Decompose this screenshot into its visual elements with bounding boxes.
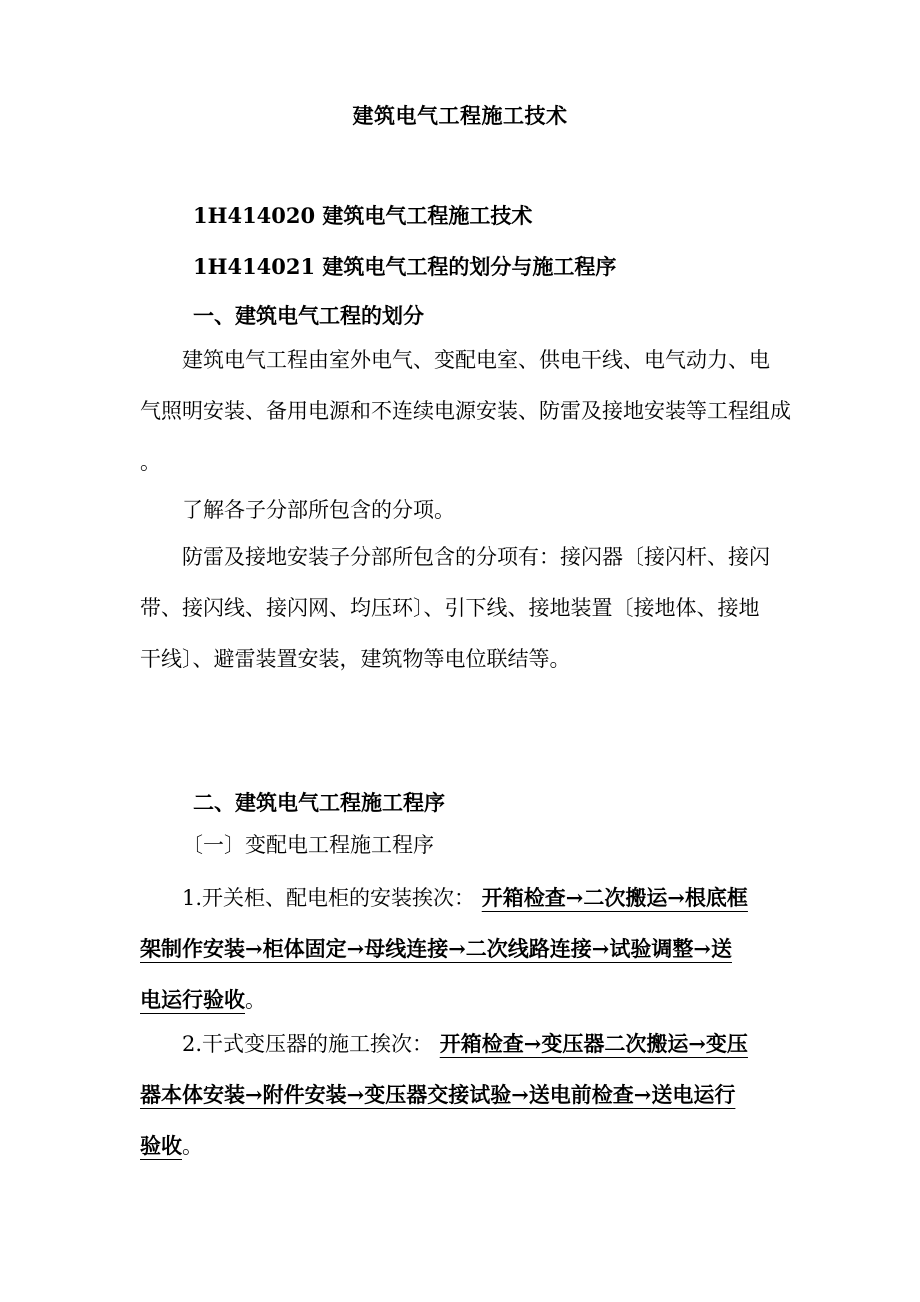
text-line bbox=[140, 872, 790, 923]
item-1-sequence-part-2: 架制作安装→柜体固定→母线连接→二次线路连接→试验调整→送 bbox=[140, 936, 732, 961]
item-1-sequence-part-3: 电运行验收 bbox=[140, 987, 245, 1012]
section-1-paragraph-1 bbox=[140, 335, 790, 488]
item-2-sequence-part-2: 器本体安装→附件安装→变压器交接试验→送电前检查→送电运行 bbox=[140, 1082, 736, 1107]
document-title: 建筑电气工程施工技术 bbox=[352, 103, 568, 128]
section-2-subheading bbox=[140, 820, 790, 871]
item-1-sequence-part-1: 开箱检查→二次搬运→根底框 bbox=[481, 885, 748, 910]
item-2-transformer-sequence bbox=[140, 1018, 790, 1171]
item-2-lead: 2.干式变压器的施工挨次： bbox=[182, 1032, 434, 1056]
text-line: 防雷及接地安装子分部所包含的分项有：接闪器〔接闪杆、接闪 bbox=[182, 545, 770, 569]
item-2-sequence-part-1: 开箱检查→变压器二次搬运→变压 bbox=[439, 1031, 748, 1056]
subheading-text: 〔一〕变配电工程施工程序 bbox=[182, 833, 434, 857]
section-1-heading: 一、建筑电气工程的划分 bbox=[193, 303, 424, 328]
text-line bbox=[140, 923, 790, 974]
text-line: 了解各子分部所包含的分项。 bbox=[182, 498, 455, 522]
section-1-paragraph-3 bbox=[140, 532, 790, 685]
text-line bbox=[140, 1018, 790, 1069]
section-1-paragraph-2 bbox=[140, 485, 790, 536]
heading-1h414020: 1H414020 建筑电气工程施工技术 bbox=[193, 203, 533, 228]
item-1-switchgear-sequence bbox=[140, 872, 790, 1025]
text-line: 气照明安装、备用电源和不连续电源安装、防雷及接地安装等工程组成 bbox=[140, 399, 791, 423]
item-2-end: 。 bbox=[182, 1134, 203, 1158]
text-line bbox=[140, 1120, 790, 1171]
heading-1h414021: 1H414021 建筑电气工程的划分与施工程序 bbox=[193, 254, 617, 279]
text-line: 。 bbox=[140, 450, 161, 474]
text-line bbox=[140, 1069, 790, 1120]
item-1-lead: 1.开关柜、配电柜的安装挨次： bbox=[182, 886, 476, 910]
item-2-sequence-part-3: 验收 bbox=[140, 1133, 182, 1158]
text-line: 带、接闪线、接闪网、均压环〕、引下线、接地装置〔接地体、接地 bbox=[140, 596, 760, 620]
section-2-heading: 二、建筑电气工程施工程序 bbox=[193, 790, 445, 815]
text-line: 建筑电气工程由室外电气、变配电室、供电干线、电气动力、电 bbox=[182, 348, 770, 372]
text-line: 干线〕、避雷装置安装，建筑物等电位联结等。 bbox=[140, 647, 571, 671]
item-1-end: 。 bbox=[245, 988, 266, 1012]
